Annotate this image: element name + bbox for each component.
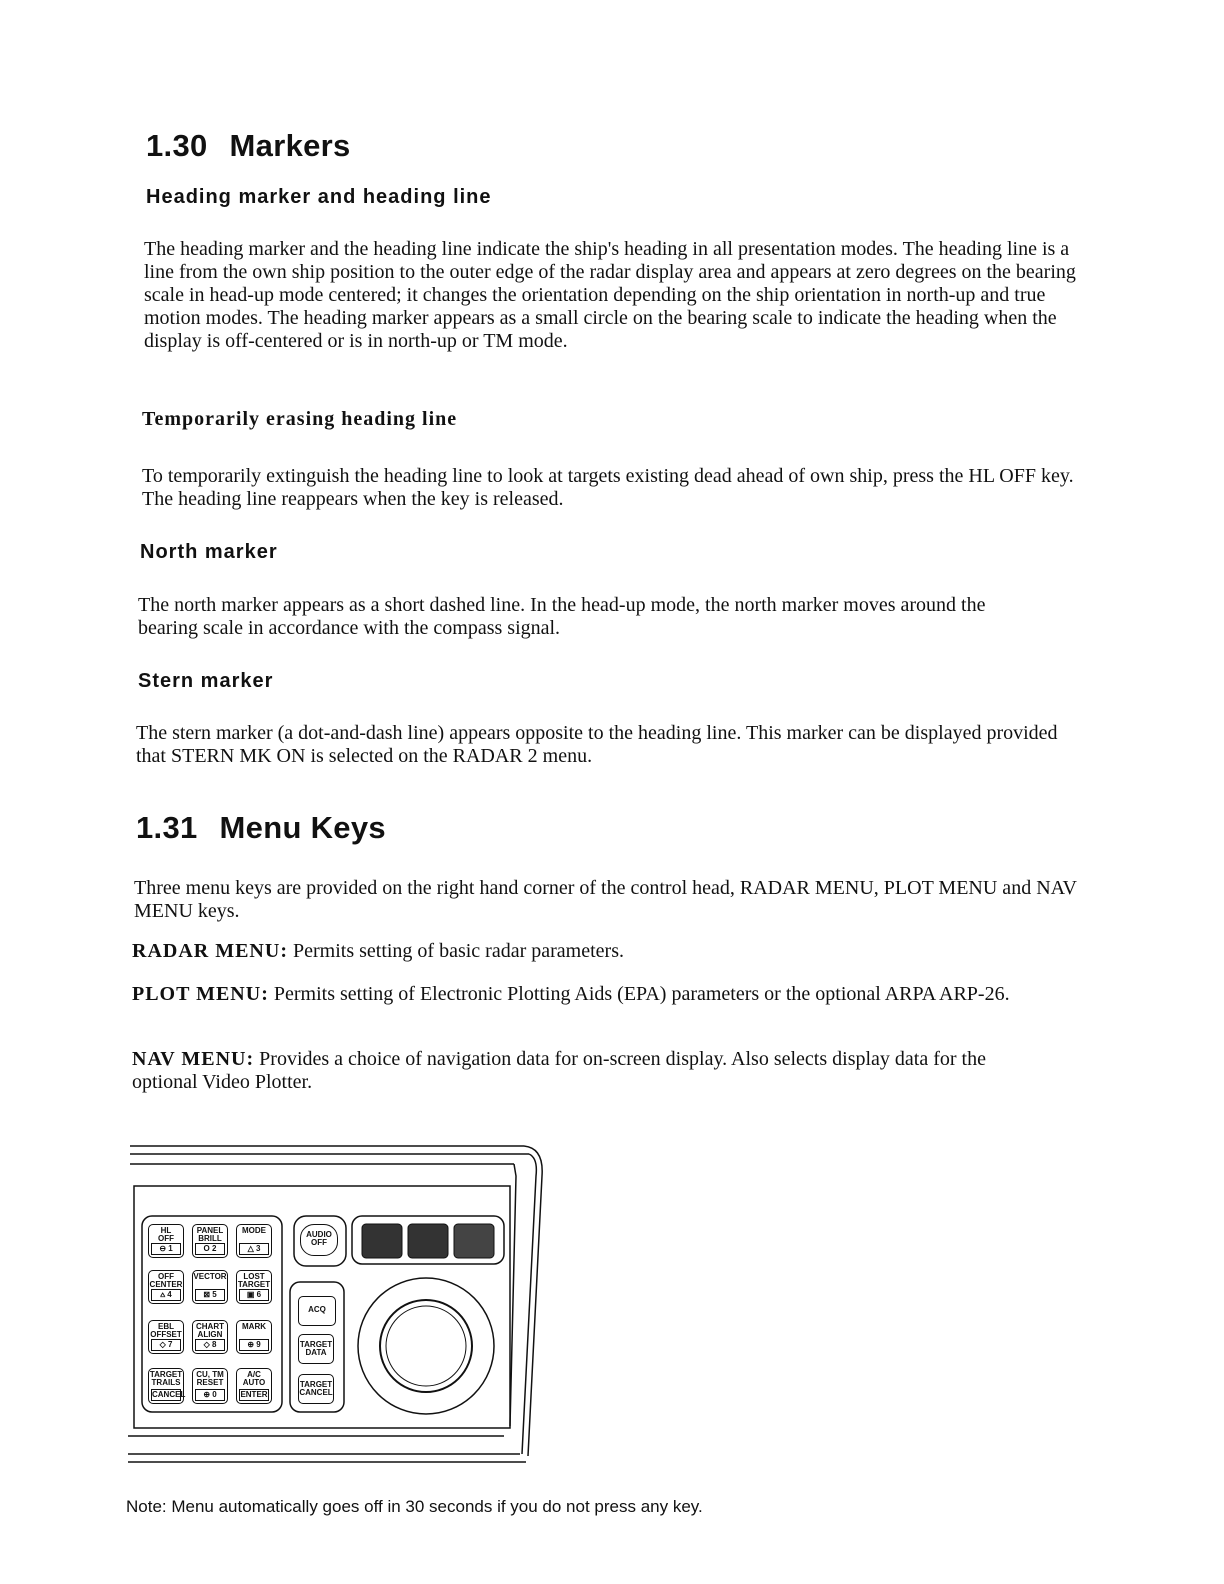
key-number: ⊠ 5: [195, 1289, 225, 1301]
mark-key[interactable]: [236, 1320, 272, 1354]
acq-key[interactable]: ACQ: [298, 1296, 336, 1326]
erasing-heading: Temporarily erasing heading line: [142, 408, 458, 430]
stern-marker-heading: Stern marker: [138, 670, 274, 692]
control-head-figure: [124, 1136, 554, 1476]
key-label: TARGET TRAILS: [149, 1370, 183, 1387]
heading-marker-body: The heading marker and the heading line indicate the ship's heading in all presentation modes. The heading line is a line from the own ship position to the outer edge of the radar display area and appears at zero degrees on the bearing scale in head-up mode centered; it changes the orientation depending on the ship orientation in north-up and true motion modes. The heading marker appears as a small circle on the bearing scale to indicate the heading when the display is off-centered or is in north-up or TM mode.: [144, 238, 1076, 352]
plot-menu-desc: [132, 983, 1032, 1006]
stern-marker-body: The stern marker (a dot-and-dash line) appears opposite to the heading line. This marker can be displayed provided that STERN MK ON is selected on the RADAR 2 menu.: [136, 722, 1058, 767]
menu-intro: Three menu keys are provided on the right hand corner of the control head, RADAR MENU, PLOT MENU and NAV MENU keys.: [134, 877, 1077, 922]
key-number: ⊖ 1: [151, 1243, 181, 1255]
section-1-31-title: [136, 810, 386, 846]
key-label: CU, TM RESET: [196, 1370, 224, 1387]
section-title: Menu Keys: [219, 810, 386, 845]
key-label: A/C AUTO: [242, 1370, 266, 1387]
radar-menu-desc: [132, 940, 1077, 963]
key-number: ⊕ 9: [239, 1339, 269, 1351]
key-label: VECTOR: [193, 1272, 227, 1281]
key-number: CANCEL: [152, 1390, 186, 1399]
control-head-outline: [124, 1136, 554, 1476]
key-number: ◇ 7: [151, 1339, 181, 1351]
radar-menu-text: Permits setting of basic radar parameters.: [292, 940, 624, 962]
audio-off-key[interactable]: AUDIO OFF: [300, 1224, 338, 1256]
key-label: MARK: [242, 1322, 266, 1331]
ac-auto-key[interactable]: [236, 1368, 272, 1404]
panel-brill-key[interactable]: [192, 1224, 228, 1258]
target-cancel-key[interactable]: TARGET CANCEL: [298, 1374, 334, 1404]
section-number: 1.30: [146, 128, 208, 163]
key-label: HL OFF: [158, 1226, 174, 1243]
key-number: ▣ 6: [239, 1289, 269, 1301]
heading-marker-heading: Heading marker and heading line: [146, 186, 492, 208]
key-number: ⊕ 0: [195, 1389, 225, 1401]
north-marker-heading: North marker: [140, 541, 278, 563]
cu-tm-reset-key[interactable]: [192, 1368, 228, 1404]
key-label: LOST TARGET: [237, 1272, 271, 1289]
mode-key[interactable]: [236, 1224, 272, 1258]
section-1-30-title: [146, 128, 351, 164]
erasing-body: To temporarily extinguish the heading line to look at targets existing dead ahead of own ship, press the HL OFF key. The heading line reappears when the key is released.: [142, 465, 1074, 510]
key-number: ◇ 8: [195, 1339, 225, 1351]
key-label: MODE: [242, 1226, 266, 1235]
section-number: 1.31: [136, 810, 198, 845]
hl-off-key[interactable]: [148, 1224, 184, 1258]
radar-menu-label: RADAR MENU:: [132, 940, 288, 962]
target-trails-key[interactable]: [148, 1368, 184, 1404]
off-center-key[interactable]: [148, 1270, 184, 1304]
north-marker-body: The north marker appears as a short dashed line. In the head-up mode, the north marker moves around the bearing scale in accordance with the compass signal.: [138, 594, 986, 639]
vector-key[interactable]: [192, 1270, 228, 1304]
key-label: PANEL BRILL: [196, 1226, 224, 1243]
nav-menu-text: Provides a choice of navigation data for on-screen display. Also selects display data for the optional Video Plotter.: [132, 1048, 986, 1093]
menu-timeout-note: Note: Menu automatically goes off in 30 seconds if you do not press any key.: [126, 1497, 703, 1516]
key-label: OFF CENTER: [149, 1272, 183, 1289]
key-number: ENTER: [240, 1390, 268, 1399]
nav-menu-label: NAV MENU:: [132, 1048, 255, 1070]
target-data-key[interactable]: TARGET DATA: [298, 1334, 334, 1364]
ebl-offset-key[interactable]: [148, 1320, 184, 1354]
plot-menu-text: Permits setting of Electronic Plotting Aids (EPA) parameters or the optional ARPA ARP-26.: [273, 983, 1010, 1005]
lost-target-key[interactable]: [236, 1270, 272, 1304]
key-number: △ 3: [239, 1243, 269, 1255]
section-title: Markers: [229, 128, 351, 163]
key-label: CHART ALIGN: [196, 1322, 224, 1339]
key-number: ⩟ 4: [151, 1289, 181, 1301]
nav-menu-desc: [132, 1048, 1052, 1094]
chart-align-key[interactable]: [192, 1320, 228, 1354]
key-label: EBL OFFSET: [150, 1322, 182, 1339]
key-number: O 2: [195, 1243, 225, 1255]
plot-menu-label: PLOT MENU:: [132, 983, 269, 1005]
